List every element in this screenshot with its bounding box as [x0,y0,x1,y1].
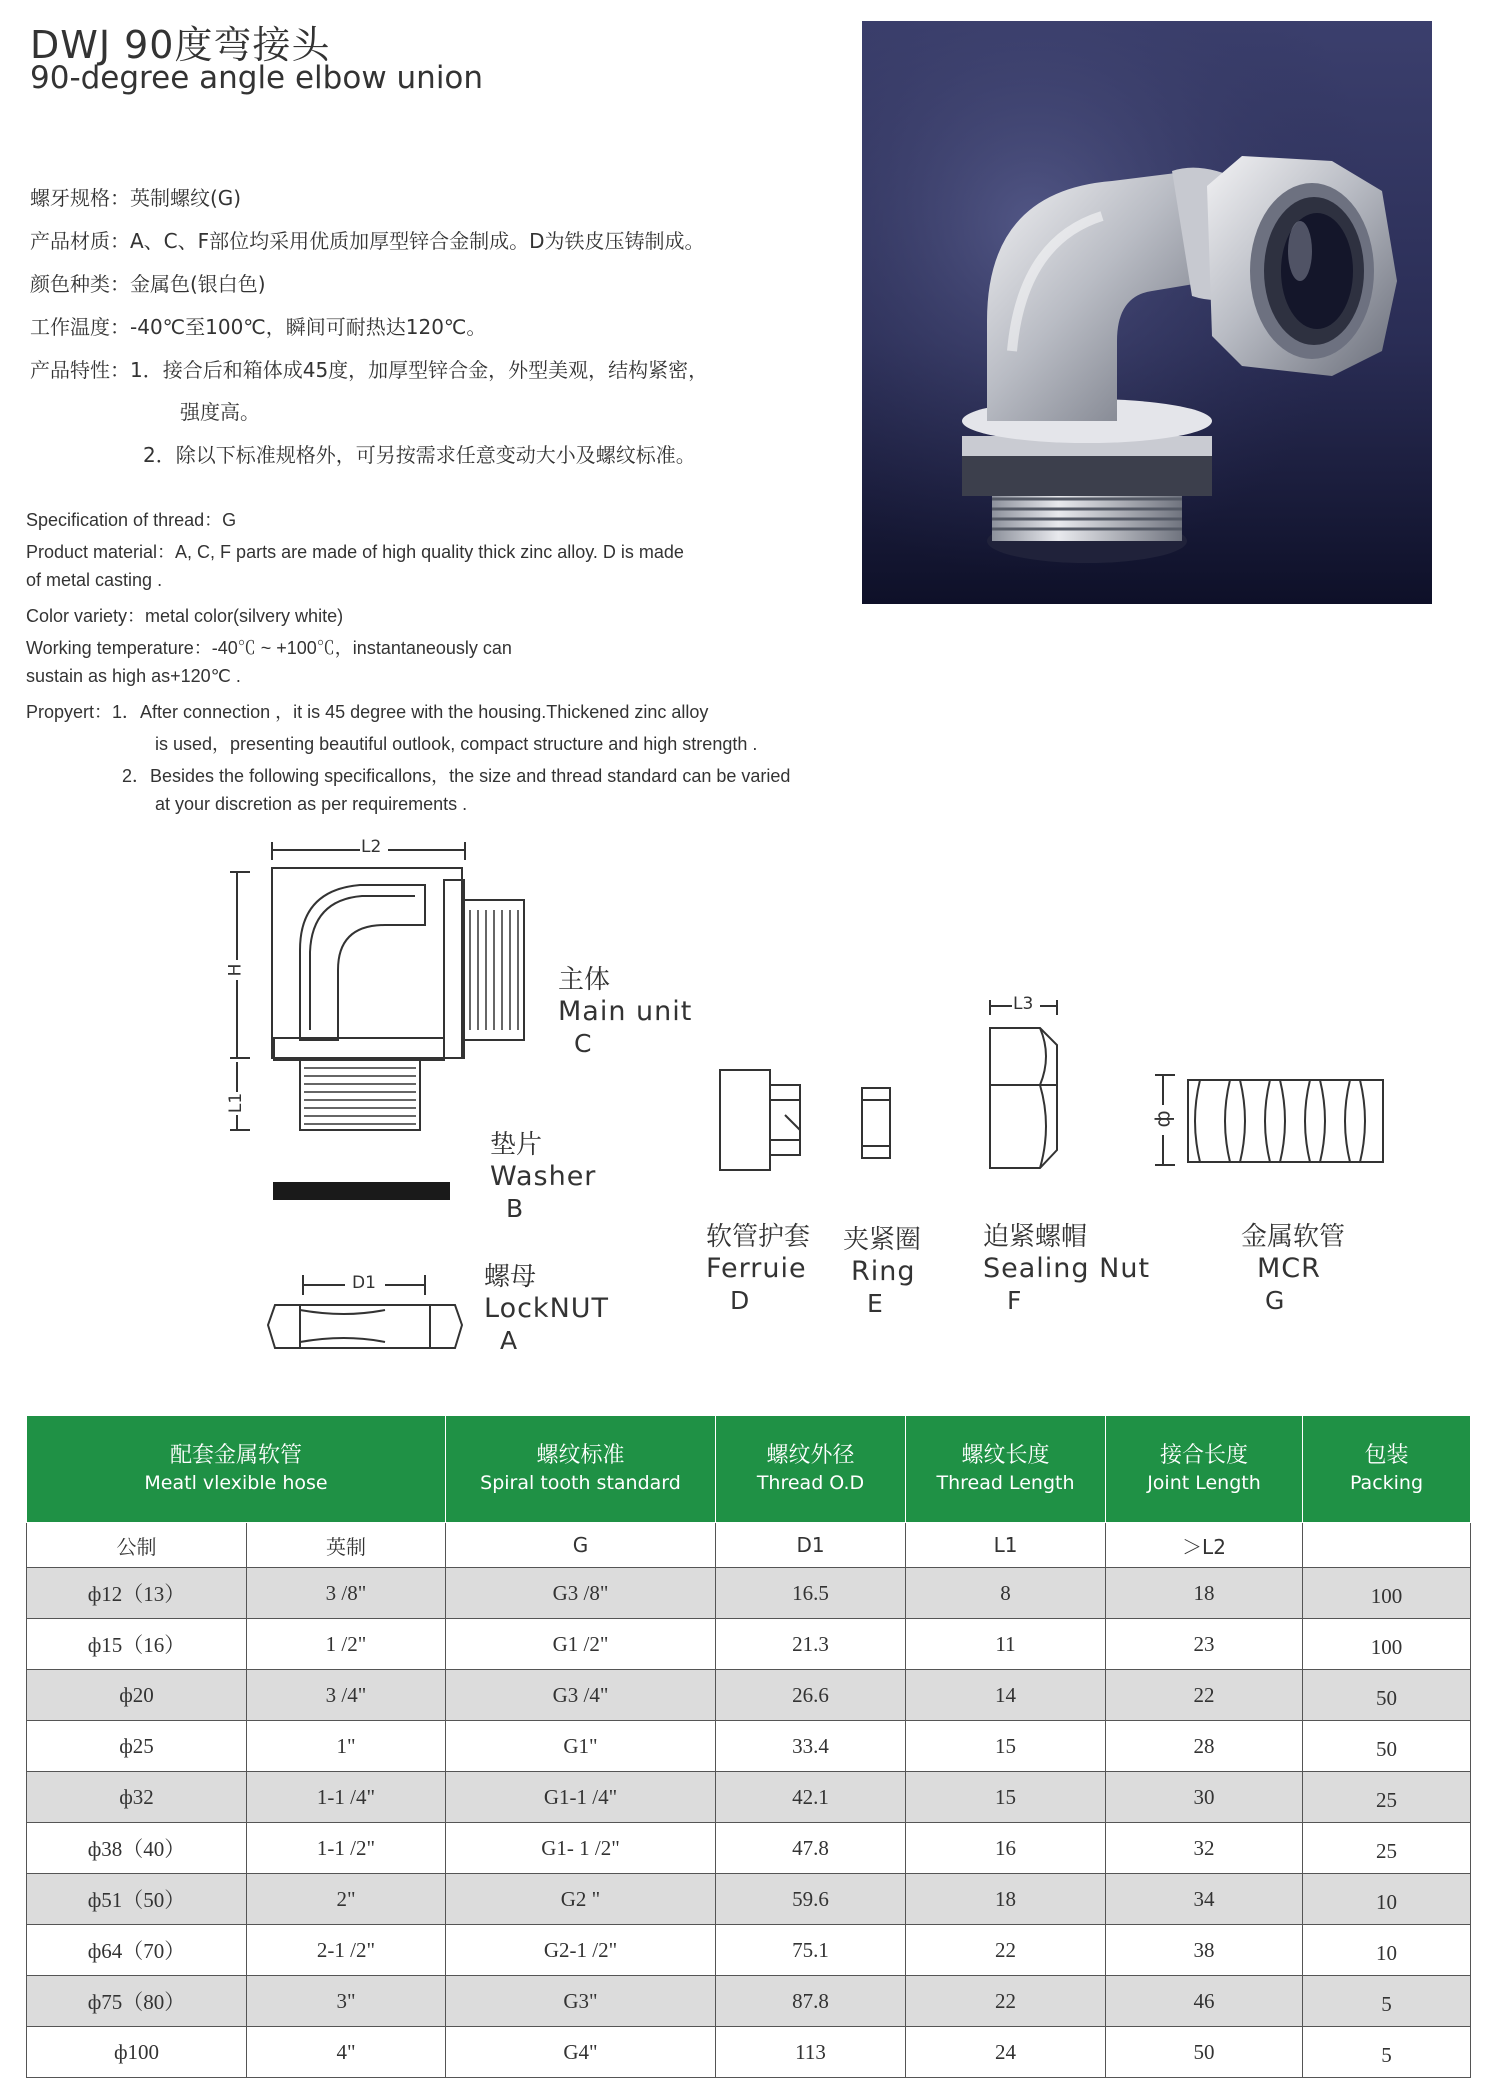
spec-table [26,1415,1471,2078]
washer-bar [273,1182,450,1200]
product-photo [862,21,1432,604]
table-cell: 33.4 [716,1721,906,1772]
table-cell: 3 /8" [247,1568,446,1619]
table-cell: G1- 1 /2" [446,1823,716,1874]
table-cell: 10 [1303,1874,1471,1925]
subheader-cell: 英制 [247,1523,446,1568]
subheader-cell: G [446,1523,716,1568]
header-thread-length: 螺纹长度 Thread Length [906,1416,1106,1523]
table-cell: 75.1 [716,1925,906,1976]
table-row [27,1976,1471,2027]
table-cell: 34 [1106,1874,1303,1925]
table-row [27,2027,1471,2078]
spec-en-color: Color variety：metal color(silvery white) [26,606,344,626]
table-row [27,1874,1471,1925]
table-cell: 87.8 [716,1976,906,2027]
table-cell: 22 [906,1925,1106,1976]
table-cell: 1" [247,1721,446,1772]
table-cell: ф15（16） [27,1619,247,1670]
spec-en-property-2: 2．Besides the following specificallons，the size and thread standard can be varied [122,766,791,786]
subheader-cell: L1 [906,1523,1106,1568]
table-row [27,1670,1471,1721]
table-cell: ф100 [27,2027,247,2078]
table-cell: 28 [1106,1721,1303,1772]
table-cell: 18 [1106,1568,1303,1619]
table-cell: G2-1 /2" [446,1925,716,1976]
table-cell: G3" [446,1976,716,2027]
table-row [27,1823,1471,1874]
table-cell: G3 /8" [446,1568,716,1619]
spec-cn-property-2: 2．除以下标准规格外，可另按需求任意变动大小及螺纹标准。 [143,443,696,467]
spec-en-property-1-cont: is used，presenting beautiful outlook, compact structure and high strength . [155,734,758,754]
spec-en-material: Product material：A, C, F parts are made of high quality thick zinc alloy. D is made [26,542,684,562]
table-cell: G1-1 /4" [446,1772,716,1823]
table-row [27,1721,1471,1772]
label-main-unit: 主体 Main unit C [558,965,693,1058]
table-cell: ф64（70） [27,1925,247,1976]
table-cell: G2 " [446,1874,716,1925]
header-packing: 包装 Packing [1303,1416,1471,1523]
table-cell: ф20 [27,1670,247,1721]
table-cell: 8 [906,1568,1106,1619]
dim-l1-label: L1 [226,1092,247,1114]
table-cell: 25 [1303,1823,1471,1874]
table-cell: 16.5 [716,1568,906,1619]
table-cell: 25 [1303,1772,1471,1823]
dim-d1-label: D1 [352,1273,376,1293]
table-cell: 14 [906,1670,1106,1721]
table-cell: 3" [247,1976,446,2027]
table-cell: 5 [1303,1976,1471,2027]
table-cell: ф38（40） [27,1823,247,1874]
table-cell: 15 [906,1721,1106,1772]
table-cell: 10 [1303,1925,1471,1976]
dim-phi-label: ф [1150,1110,1175,1128]
table-cell: 24 [906,2027,1106,2078]
page-title-cn: DWJ 90度弯接头 [30,23,331,67]
spec-en-temperature-cont: sustain as high as+120℃ . [26,666,241,686]
table-cell: G4" [446,2027,716,2078]
label-sealing-nut: 迫紧螺帽 Sealing Nut F [983,1222,1151,1315]
table-cell: 16 [906,1823,1106,1874]
header-thread-od: 螺纹外径 Thread O.D [716,1416,906,1523]
table-cell: 32 [1106,1823,1303,1874]
spec-en-material-cont: of metal casting . [26,570,163,590]
spec-cn-thread: 螺牙规格：英制螺纹(G) [30,186,242,210]
dim-l3-label: L3 [1013,994,1034,1014]
table-cell: ф32 [27,1772,247,1823]
table-cell: 50 [1106,2027,1303,2078]
table-cell: ф12（13） [27,1568,247,1619]
dim-h-label: H [225,963,246,977]
table-row [27,1925,1471,1976]
spec-cn-temperature: 工作温度：-40℃至100℃，瞬间可耐热达120℃。 [30,315,487,339]
table-cell: 22 [906,1976,1106,2027]
spec-en-property-1: Propyert：1．After connection ，it is 45 degree with the housing.Thickened zinc alloy [26,702,709,722]
spec-en-temperature: Working temperature：-40℃ ~ +100℃，instantaneously can [26,638,512,658]
table-cell: 42.1 [716,1772,906,1823]
table-cell: 3 /4" [247,1670,446,1721]
spec-en-property-2-cont: at your discretion as per requirements . [155,794,468,814]
table-cell: 100 [1303,1568,1471,1619]
subheader-cell [1303,1523,1471,1568]
label-ferrule: 软管护套 Ferruie D [706,1222,811,1315]
header-hose: 配套金属软管 Meatl vlexible hose [27,1416,446,1523]
label-ring: 夹紧圈 Ring E [843,1225,922,1318]
spec-cn-material: 产品材质：A、C、F部位均采用优质加厚型锌合金制成。D为铁皮压铸制成。 [30,229,705,253]
table-cell: 23 [1106,1619,1303,1670]
page-title-en: 90-degree angle elbow union [30,60,484,96]
table-cell: 30 [1106,1772,1303,1823]
table-cell: 26.6 [716,1670,906,1721]
subheader-cell: ＞L2 [1106,1523,1303,1568]
table-cell: 38 [1106,1925,1303,1976]
subheader-cell: 公制 [27,1523,247,1568]
spec-cn-property-1: 产品特性：1．接合后和箱体成45度，加厚型锌合金，外型美观，结构紧密， [30,358,709,382]
table-cell: 1-1 /4" [247,1772,446,1823]
table-cell: 113 [716,2027,906,2078]
header-joint-length: 接合长度 Joint Length [1106,1416,1303,1523]
header-thread-standard: 螺纹标准 Spiral tooth standard [446,1416,716,1523]
table-cell: ф75（80） [27,1976,247,2027]
table-cell: ф25 [27,1721,247,1772]
spec-cn-property-1-cont: 强度高。 [180,400,260,424]
table-cell: 46 [1106,1976,1303,2027]
table-cell: 4" [247,2027,446,2078]
table-cell: 1 /2" [247,1619,446,1670]
table-cell: ф51（50） [27,1874,247,1925]
table-cell: 5 [1303,2027,1471,2078]
label-mcr: 金属软管 MCR G [1241,1222,1346,1315]
table-cell: G3 /4" [446,1670,716,1721]
table-cell: 22 [1106,1670,1303,1721]
table-cell: 18 [906,1874,1106,1925]
table-cell: 1-1 /2" [247,1823,446,1874]
subheader-cell: D1 [716,1523,906,1568]
table-cell: 2" [247,1874,446,1925]
table-cell: 47.8 [716,1823,906,1874]
spec-cn-color: 颜色种类：金属色(银白色) [30,272,266,296]
table-row [27,1568,1471,1619]
table-header-row [27,1416,1471,1523]
table-cell: G1" [446,1721,716,1772]
table-cell: 2-1 /2" [247,1925,446,1976]
exploded-diagram [0,830,1493,1370]
table-cell: G1 /2" [446,1619,716,1670]
table-cell: 50 [1303,1670,1471,1721]
table-cell: 100 [1303,1619,1471,1670]
table-cell: 59.6 [716,1874,906,1925]
table-cell: 21.3 [716,1619,906,1670]
spec-en-thread: Specification of thread：G [26,510,237,530]
dim-l2-label: L2 [361,837,382,857]
table-cell: 11 [906,1619,1106,1670]
label-washer: 垫片 Washer B [490,1130,597,1223]
table-subheader-row [27,1523,1471,1568]
table-cell: 50 [1303,1721,1471,1772]
table-row [27,1772,1471,1823]
table-cell: 15 [906,1772,1106,1823]
table-row [27,1619,1471,1670]
label-locknut: 螺母 LockNUT A [484,1262,610,1355]
